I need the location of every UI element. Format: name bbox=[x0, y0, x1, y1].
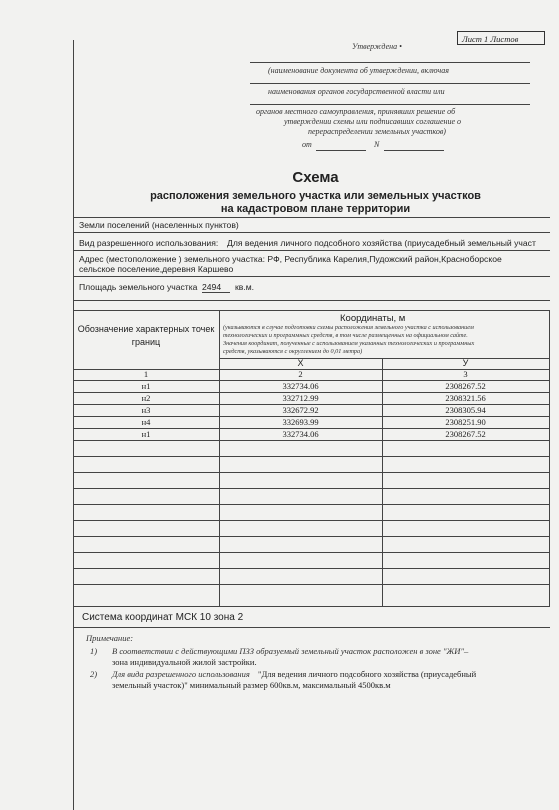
empty-row-line bbox=[73, 504, 550, 505]
area-unit: кв.м. bbox=[235, 282, 255, 292]
area-value: 2494 bbox=[202, 282, 230, 293]
doc-subtitle-1: расположения земельного участка или земельных участков bbox=[150, 190, 481, 202]
doc-title: Схема bbox=[292, 169, 339, 186]
coord-system: Система координат МСК 10 зона 2 bbox=[82, 612, 244, 623]
row-x: 332693.99 bbox=[282, 417, 319, 427]
row-point: н2 bbox=[141, 393, 151, 403]
row-line bbox=[73, 440, 550, 441]
row-point: н4 bbox=[141, 417, 151, 427]
header-text-5: перераспределении земельных участков) bbox=[308, 127, 446, 136]
x-label: X bbox=[297, 358, 304, 368]
note-2-line-2: земельный участок)" минимальный размер 600кв.м, максимальный 4500кв.м bbox=[112, 680, 391, 690]
note-1-number: 1) bbox=[90, 646, 98, 656]
sheet-number-box: Лист 1 Листов bbox=[457, 31, 545, 45]
row-x: 332734.06 bbox=[282, 381, 319, 391]
land-category: Земли поселений (населенных пунктов) bbox=[79, 220, 239, 230]
note-1-line-2: зона индивидуальной жилой застройки. bbox=[112, 657, 257, 667]
number-label: N bbox=[374, 140, 380, 149]
empty-row-line bbox=[73, 520, 550, 521]
table-top-line bbox=[73, 310, 550, 311]
info-line-5 bbox=[73, 300, 550, 301]
doc-subtitle-2: на кадастровом плане территории bbox=[220, 203, 411, 215]
header-text-2: наименования органов государственной власти или bbox=[268, 87, 445, 96]
empty-row-line bbox=[73, 536, 550, 537]
notes-heading: Примечание: bbox=[86, 633, 134, 643]
empty-row-line bbox=[73, 584, 550, 585]
row-point: н3 bbox=[141, 405, 151, 415]
coord-system-line bbox=[73, 627, 550, 628]
row-x: 332712.99 bbox=[282, 393, 319, 403]
table-col-divider-1 bbox=[219, 310, 220, 606]
area-label: Площадь земельного участка bbox=[79, 282, 198, 292]
approved-label: Утверждена • bbox=[352, 42, 402, 51]
note-2-number: 2) bbox=[90, 669, 98, 679]
row-y: 2308251.90 bbox=[445, 417, 486, 427]
col-num-1: 1 bbox=[143, 369, 149, 379]
number-line bbox=[384, 150, 444, 151]
info-line-4 bbox=[73, 276, 550, 277]
point-col-header: Обозначение характерных точек границ bbox=[77, 324, 215, 347]
info-top-line bbox=[73, 217, 550, 218]
date-from-label: от bbox=[302, 140, 312, 149]
coords-col-header: Координаты, м bbox=[340, 313, 406, 324]
address-line-1: Адрес (местоположение ) земельного участка: РФ, Республика Карелия,Пудожский район,Красноборское bbox=[79, 254, 502, 264]
empty-row-line bbox=[73, 552, 550, 553]
use-type-value: Для ведения личного подсобного хозяйства (приусадебный земельный участ bbox=[227, 238, 536, 248]
info-line-2 bbox=[73, 232, 550, 233]
coords-note-4: средств, указываются с округлением до 0,01 метра) bbox=[223, 348, 363, 355]
header-line-2 bbox=[250, 83, 530, 84]
use-type-label: Вид разрешенного использования: bbox=[79, 238, 219, 248]
row-y: 2308267.52 bbox=[445, 429, 486, 439]
coords-note-3: Значения координат, полученные с использованием указанных технологических и программных bbox=[223, 340, 475, 347]
date-line bbox=[316, 150, 366, 151]
coords-note-2: технологических и программных средств, в том числе размещенных на официальном сайте. bbox=[223, 332, 468, 339]
row-x: 332672.92 bbox=[282, 405, 319, 415]
table-right-border bbox=[549, 310, 550, 606]
row-x: 332734.06 bbox=[282, 429, 319, 439]
row-point: н1 bbox=[141, 381, 151, 391]
row-y: 2308321.56 bbox=[445, 393, 486, 403]
address-line-2: сельское поселение,деревня Каршево bbox=[79, 264, 234, 274]
header-text-1: (наименование документа об утверждении, включая bbox=[268, 66, 449, 75]
note-2-line-1a: Для вида разрешенного использования bbox=[112, 669, 250, 679]
header-text-4: утверждении схемы или подписавших соглашение о bbox=[284, 117, 462, 126]
empty-row-line bbox=[73, 472, 550, 473]
coords-note-1: (указываются в случае подготовки схемы расположения земельного участка с использованием bbox=[223, 324, 474, 331]
note-2-line-1b: "Для ведения личного подсобного хозяйства (приусадебный bbox=[258, 669, 477, 679]
header-line-3 bbox=[250, 104, 530, 105]
header-text-3: органов местного самоуправления, принявших решение об bbox=[256, 107, 456, 116]
empty-row-line bbox=[73, 488, 550, 489]
y-label: У bbox=[462, 358, 469, 368]
empty-row-line bbox=[73, 568, 550, 569]
note-1-line-1: В соответствии с действующими ПЗЗ образуемый земельный участок расположен в зоне "ЖИ"– bbox=[112, 646, 469, 656]
col-num-2: 2 bbox=[298, 369, 303, 379]
info-line-3 bbox=[73, 250, 550, 251]
col-num-3: 3 bbox=[463, 369, 468, 379]
header-line-1 bbox=[250, 62, 530, 63]
row-y: 2308267.52 bbox=[445, 381, 486, 391]
row-y: 2308305.94 bbox=[445, 405, 486, 415]
row-point: н1 bbox=[141, 429, 151, 439]
table-bottom-line bbox=[73, 606, 550, 607]
empty-row-line bbox=[73, 456, 550, 457]
